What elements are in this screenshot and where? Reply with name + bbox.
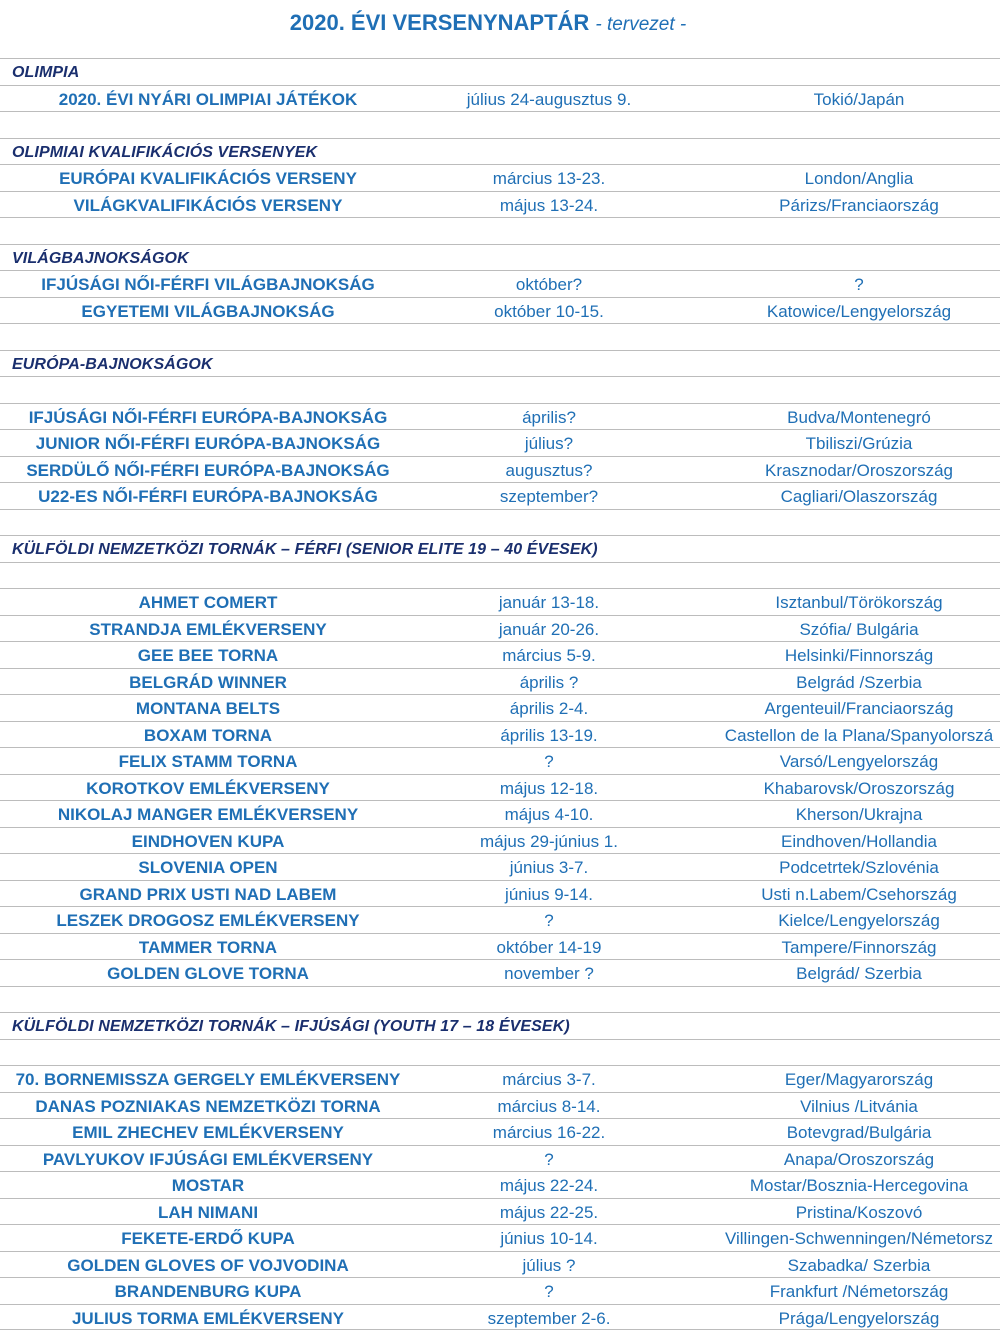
event-date: április 13-19. — [500, 725, 598, 745]
section-row — [0, 1012, 1000, 1039]
event-name: BRANDENBURG KUPA — [114, 1282, 302, 1301]
event-row — [0, 1092, 1000, 1119]
event-name: GEE BEE TORNA — [137, 646, 279, 665]
section-row — [0, 138, 1000, 165]
event-name: SERDÜLŐ NŐI-FÉRFI EURÓPA-BAJNOKSÁG — [26, 460, 390, 480]
event-location: Eindhoven/Hollandia — [781, 831, 937, 851]
event-date: július ? — [522, 1255, 576, 1275]
event-location: Argenteuil/Franciaország — [764, 699, 954, 718]
event-row — [0, 933, 1000, 960]
event-location: Párizs/Franciaország — [779, 195, 939, 215]
event-location: Kielce/Lengyelország — [778, 911, 940, 930]
event-date: szeptember? — [499, 487, 599, 506]
event-row — [0, 800, 1000, 827]
event-row — [0, 721, 1000, 748]
event-location: Tbiliszi/Grúzia — [805, 434, 913, 453]
event-name: LESZEK DROGOSZ EMLÉKVERSENY — [56, 911, 360, 930]
event-location: London/Anglia — [804, 169, 914, 188]
event-row — [0, 85, 1000, 112]
event-name: EURÓPAI KVALIFIKÁCIÓS VERSENY — [59, 169, 357, 188]
section-row — [0, 535, 1000, 562]
event-location: Pristina/Koszovó — [795, 1202, 923, 1222]
empty-row — [0, 509, 1000, 536]
event-date: július 24-augusztus 9. — [466, 89, 632, 109]
event-row — [0, 774, 1000, 801]
document-title — [0, 10, 976, 36]
event-name: GRAND PRIX USTI NAD LABEM — [79, 884, 337, 904]
event-row — [0, 615, 1000, 642]
event-location: Botevgrad/Bulgária — [786, 1123, 932, 1142]
event-row — [0, 1145, 1000, 1172]
event-date: június 9-14. — [505, 884, 593, 904]
event-row — [0, 880, 1000, 907]
event-location: Varsó/Lengyelország — [779, 752, 939, 771]
section-heading: EURÓPA-BAJNOKSÁGOK — [12, 355, 213, 373]
event-row — [0, 588, 1000, 615]
event-date: január 20-26. — [498, 619, 600, 639]
event-name: PAVLYUKOV IFJÚSÁGI EMLÉKVERSENY — [42, 1149, 374, 1169]
event-row — [0, 270, 1000, 297]
section-row — [0, 244, 1000, 271]
event-row — [0, 1224, 1000, 1251]
event-date: június 10-14. — [500, 1229, 598, 1248]
event-name: MONTANA BELTS — [135, 699, 281, 718]
event-date: május 29-június 1. — [480, 831, 618, 851]
event-date: május 22-25. — [499, 1202, 599, 1222]
event-date: október 10-15. — [494, 301, 604, 321]
event-row — [0, 297, 1000, 324]
event-row — [0, 959, 1000, 986]
event-row — [0, 1304, 1000, 1331]
event-location: Podcetrtek/Szlovénia — [779, 858, 939, 877]
event-name: MOSTAR — [171, 1176, 245, 1195]
event-row — [0, 853, 1000, 880]
event-location: Helsinki/Finnország — [784, 646, 934, 665]
event-date: ? — [544, 752, 554, 771]
event-location: Cagliari/Olaszország — [780, 487, 938, 506]
event-name: FELIX STAMM TORNA — [118, 752, 298, 771]
event-location: Anapa/Oroszország — [783, 1149, 935, 1169]
event-location: Khabarovsk/Oroszország — [763, 778, 955, 798]
event-location: ? — [854, 275, 864, 294]
event-row — [0, 668, 1000, 695]
section-heading: VILÁGBAJNOKSÁGOK — [12, 249, 189, 267]
event-row — [0, 1171, 1000, 1198]
section-row — [0, 58, 1000, 85]
title-subtitle: - tervezet - — [595, 14, 687, 35]
event-row — [0, 403, 1000, 430]
event-date: október 14-19 — [496, 937, 602, 957]
event-name: TAMMER TORNA — [138, 937, 278, 957]
event-location: Mostar/Bosznia-Hercegovina — [749, 1176, 969, 1195]
event-name: VILÁGKVALIFIKÁCIÓS VERSENY — [73, 195, 343, 215]
event-location: Frankfurt /Németország — [769, 1282, 949, 1301]
event-date: november ? — [504, 964, 594, 983]
event-name: LAH NIMANI — [157, 1202, 259, 1222]
event-name: NIKOLAJ MANGER EMLÉKVERSENY — [57, 805, 359, 824]
event-name: EINDHOVEN KUPA — [131, 831, 285, 851]
event-date: május 22-24. — [499, 1176, 599, 1195]
event-row — [0, 1118, 1000, 1145]
event-location: Szófia/ Bulgária — [799, 619, 919, 639]
event-name: STRANDJA EMLÉKVERSENY — [89, 619, 327, 639]
event-row — [0, 747, 1000, 774]
event-row — [0, 906, 1000, 933]
section-row — [0, 350, 1000, 377]
event-row — [0, 1198, 1000, 1225]
event-date: május 13-24. — [499, 195, 599, 215]
event-row — [0, 164, 1000, 191]
event-name: IFJÚSÁGI NŐI-FÉRFI EURÓPA-BAJNOKSÁG — [28, 407, 388, 427]
empty-row — [0, 323, 1000, 350]
event-name: FEKETE-ERDŐ KUPA — [121, 1229, 295, 1248]
event-row — [0, 456, 1000, 483]
event-location: Eger/Magyarország — [784, 1070, 934, 1089]
event-date: március 13-23. — [492, 169, 606, 188]
event-location: Castellon de la Plana/Spanyolorszá — [724, 725, 994, 745]
event-date: január 13-18. — [498, 593, 600, 612]
calendar-table — [0, 58, 1000, 1330]
event-row — [0, 1251, 1000, 1278]
event-name: KOROTKOV EMLÉKVERSENY — [86, 778, 330, 798]
event-date: március 16-22. — [492, 1123, 606, 1142]
empty-row — [0, 562, 1000, 589]
event-name: BOXAM TORNA — [143, 725, 273, 745]
event-date: március 8-14. — [497, 1096, 601, 1116]
event-location: Tampere/Finnország — [781, 937, 937, 957]
event-location: Belgrád/ Szerbia — [796, 964, 922, 983]
section-heading: KÜLFÖLDI NEMZETKÖZI TORNÁK – FÉRFI (SENIOR ELITE 19 – 40 ÉVESEK) — [12, 541, 598, 558]
section-heading: KÜLFÖLDI NEMZETKÖZI TORNÁK – IFJÚSÁGI (YOUTH 17 – 18 ÉVESEK) — [12, 1018, 570, 1035]
event-row — [0, 482, 1000, 509]
event-date: március 3-7. — [502, 1070, 596, 1089]
event-date: május 4-10. — [504, 805, 594, 824]
event-row — [0, 641, 1000, 668]
section-heading: OLIPMIAI KVALIFIKÁCIÓS VERSENYEK — [12, 143, 318, 161]
event-location: Tokió/Japán — [813, 89, 905, 109]
event-date: augusztus? — [505, 460, 593, 480]
empty-row — [0, 376, 1000, 403]
event-location: Kherson/Ukrajna — [795, 805, 923, 824]
event-name: JUNIOR NŐI-FÉRFI EURÓPA-BAJNOKSÁG — [35, 434, 381, 453]
event-location: Villingen-Schwenningen/Németorsz — [724, 1229, 994, 1248]
event-location: Katowice/Lengyelország — [766, 301, 952, 321]
event-name: 2020. ÉVI NYÁRI OLIMPIAI JÁTÉKOK — [58, 89, 358, 109]
event-date: április? — [522, 407, 576, 427]
event-name: EGYETEMI VILÁGBAJNOKSÁG — [81, 301, 335, 321]
event-location: Budva/Montenegró — [787, 407, 931, 427]
event-date: április ? — [519, 672, 579, 692]
event-location: Belgrád /Szerbia — [796, 672, 922, 692]
event-date: május 12-18. — [499, 778, 599, 798]
event-date: június 3-7. — [509, 858, 589, 877]
section-heading: OLIMPIA — [12, 64, 80, 81]
event-location: Krasznodar/Oroszország — [764, 460, 954, 480]
event-date: április 2-4. — [509, 699, 589, 718]
title-main: 2020. ÉVI VERSENYNAPTÁR — [289, 10, 590, 35]
event-name: IFJÚSÁGI NŐI-FÉRFI VILÁGBAJNOKSÁG — [41, 275, 375, 294]
event-location: Usti n.Labem/Csehország — [761, 884, 957, 904]
empty-row — [0, 111, 1000, 138]
event-name: GOLDEN GLOVE TORNA — [107, 964, 309, 983]
event-name: AHMET COMERT — [138, 593, 278, 612]
event-row — [0, 827, 1000, 854]
event-date: július? — [524, 434, 574, 453]
event-name: JULIUS TORMA EMLÉKVERSENY — [71, 1308, 345, 1328]
event-name: GOLDEN GLOVES OF VOJVODINA — [67, 1255, 349, 1275]
event-name: SLOVENIA OPEN — [138, 858, 278, 877]
event-name: BELGRÁD WINNER — [129, 672, 287, 692]
empty-row — [0, 986, 1000, 1013]
event-row — [0, 694, 1000, 721]
empty-row — [0, 217, 1000, 244]
event-row — [0, 429, 1000, 456]
event-date: március 5-9. — [502, 646, 596, 665]
event-name: DANAS POZNIAKAS NEMZETKÖZI TORNA — [35, 1096, 381, 1116]
event-name: 70. BORNEMISSZA GERGELY EMLÉKVERSENY — [15, 1070, 401, 1089]
event-location: Szabadka/ Szerbia — [787, 1255, 931, 1275]
event-name: EMIL ZHECHEV EMLÉKVERSENY — [72, 1123, 344, 1142]
empty-row — [0, 1039, 1000, 1066]
event-row — [0, 1277, 1000, 1304]
event-location: Vilnius /Litvánia — [800, 1096, 918, 1116]
event-date: október? — [515, 275, 583, 294]
event-date: ? — [544, 1149, 554, 1169]
event-location: Isztanbul/Törökország — [775, 593, 943, 612]
event-location: Prága/Lengyelország — [778, 1308, 940, 1328]
event-date: ? — [544, 911, 554, 930]
event-row — [0, 191, 1000, 218]
event-name: U22-ES NŐI-FÉRFI EURÓPA-BAJNOKSÁG — [38, 487, 378, 506]
event-date: szeptember 2-6. — [487, 1308, 611, 1328]
event-row — [0, 1065, 1000, 1092]
event-date: ? — [544, 1282, 554, 1301]
